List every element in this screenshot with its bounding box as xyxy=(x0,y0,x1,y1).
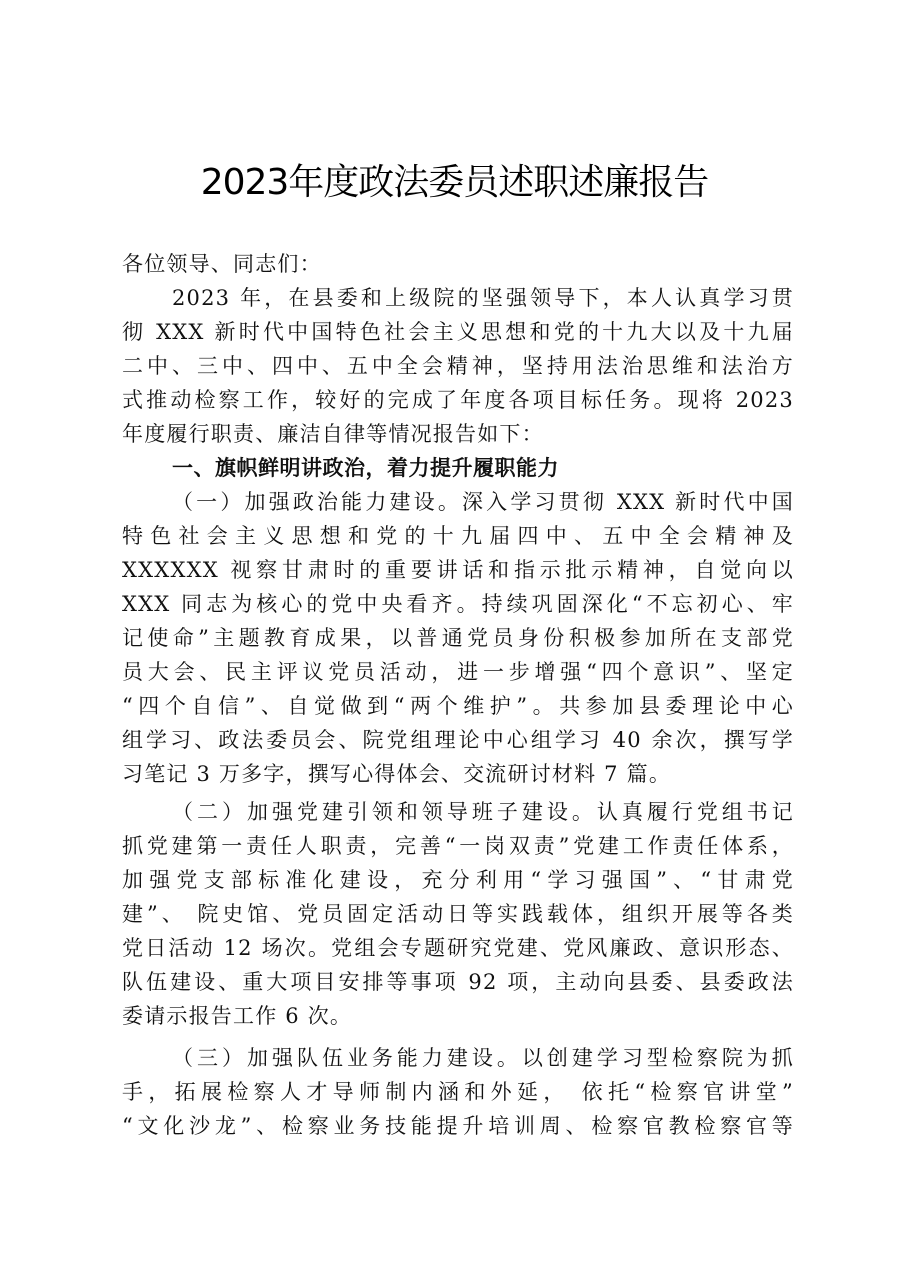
paragraph-line: 员大会、民主评议党员活动，进一步增强“四个意识”、坚定 xyxy=(122,660,794,684)
intro-paragraph xyxy=(122,281,794,451)
paragraph-political-ability xyxy=(122,485,794,791)
paragraph-line: 习笔记 3 万多字，撰写心得体会、交流研讨材料 7 篇。 xyxy=(122,762,672,786)
paragraph-line: 式推动检察工作，较好的完成了年度各项目标任务。现将 2023 xyxy=(122,388,794,412)
paragraph-line: 年度履行职责、廉洁自律等情况报告如下： xyxy=(122,422,544,446)
paragraph-line: 队伍建设、重大项目安排等事项 92 项，主动向县委、县委政法 xyxy=(122,970,794,994)
paragraph-line: 党日活动 12 场次。党组会专题研究党建、党风廉政、意识形态、 xyxy=(122,936,794,960)
paragraph-line: “文化沙龙”、检察业务技能提升培训周、检察官教检察官等 xyxy=(122,1114,794,1138)
section-heading: 一、旗帜鲜明讲政治，着力提升履职能力 xyxy=(172,456,559,480)
document-title: 2023年度政法委员述职述廉报告 xyxy=(200,162,709,203)
paragraph-line: （三）加强队伍业务能力建设。以创建学习型检察院为抓 xyxy=(172,1046,794,1070)
paragraph-line: （一）加强政治能力建设。深入学习贯彻 XXX 新时代中国 xyxy=(172,490,794,514)
paragraph-line: 组学习、政法委员会、院党组理论中心组学习 40 余次，撰写学 xyxy=(122,728,794,752)
paragraph-line: 建”、 院史馆、党员固定活动日等实践载体，组织开展等各类 xyxy=(122,902,794,926)
paragraph-line: XXXXXX 视察甘肃时的重要讲话和指示批示精神，自觉向以 xyxy=(122,558,794,582)
paragraph-line: 彻 XXX 新时代中国特色社会主义思想和党的十九大以及十九届 xyxy=(122,320,794,344)
paragraph-line: 抓党建第一责任人职责，完善“一岗双责”党建工作责任体系， xyxy=(122,834,794,858)
paragraph-line: XXX 同志为核心的党中央看齐。持续巩固深化“不忘初心、牢 xyxy=(122,592,794,616)
paragraph-line: 记使命”主题教育成果，以普通党员身份积极参加所在支部党 xyxy=(122,626,794,650)
paragraph-line: “四个自信”、自觉做到“两个维护”。共参加县委理论中心 xyxy=(122,694,794,718)
paragraph-line: 加强党支部标准化建设，充分利用“学习强国”、“甘肃党 xyxy=(122,868,794,892)
paragraph-team-building xyxy=(122,1041,794,1143)
paragraph-line: 手，拓展检察人才导师制内涵和外延， 依托“检察官讲堂” xyxy=(122,1080,794,1104)
paragraph-line: （二）加强党建引领和领导班子建设。认真履行党组书记 xyxy=(172,800,794,824)
salutation: 各位领导、同志们： xyxy=(122,252,322,276)
paragraph-line: 特色社会主义思想和党的十九届四中、五中全会精神及 xyxy=(122,524,794,548)
paragraph-line: 二中、三中、四中、五中全会精神，坚持用法治思维和法治方 xyxy=(122,354,794,378)
paragraph-party-building xyxy=(122,795,794,1033)
document-body xyxy=(122,247,794,1143)
paragraph-line: 2023 年，在县委和上级院的坚强领导下，本人认真学习贯 xyxy=(172,286,794,310)
paragraph-line: 委请示报告工作 6 次。 xyxy=(122,1004,353,1028)
